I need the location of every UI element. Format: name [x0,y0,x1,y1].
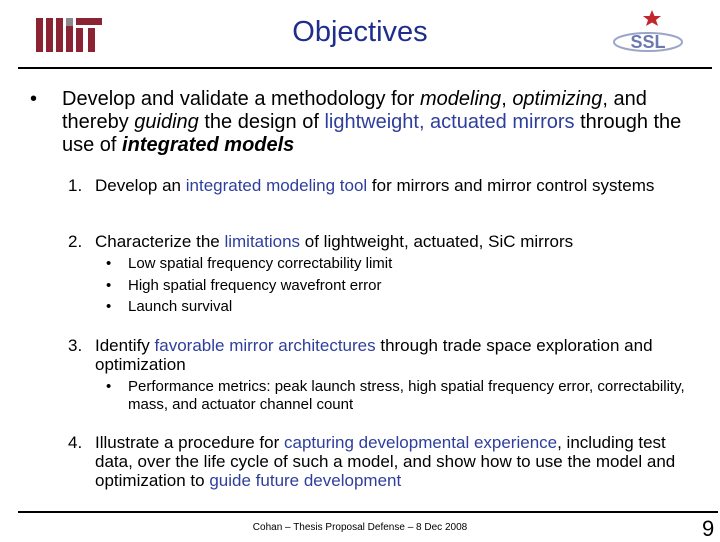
emphasis-text: capturing developmental experience [283,433,558,452]
emphasis-text: limitations [224,232,301,251]
text-segment: Develop and validate a methodology for [62,88,421,110]
text-segment: the design of [198,111,325,133]
item-number: 4. [68,433,83,452]
emphasis-text: lightweight, actuated mirrors [324,111,575,133]
text-segment: through the use of [62,111,682,156]
main-objective-text [62,88,682,157]
sub-item: Performance metrics: peak launch stress, high spatial frequency error, correctability, mass, and actuator channel count [128,378,685,413]
item-number: 2. [68,232,83,251]
sub-bullet-marker: • [106,378,112,395]
sub-item: Low spatial frequency correctability limit [128,255,393,272]
item-number: 3. [68,336,83,355]
emphasis-text: integrated models [122,134,295,156]
text-segment: through trade space exploration and optimization [95,336,653,374]
page-title: Objectives [292,16,428,48]
ssl-logo [612,8,684,60]
page-number: 9 [702,516,715,541]
emphasis-text: modeling [420,88,502,110]
objective-item [95,336,705,374]
emphasis-text: optimizing [512,88,603,110]
footer-text: Cohan – Thesis Proposal Defense – 8 Dec 2008 [252,522,468,533]
sub-bullet-marker: • [106,298,112,315]
objective-item [95,232,705,251]
emphasis-text: guide future development [209,471,402,490]
text-segment: , and thereby [62,88,647,133]
sub-item: Launch survival [128,298,233,315]
text-segment: , including test data, over the life cycle of such a model, and show how to use the model and optimization to [95,433,676,490]
footer-divider [18,511,718,513]
text-segment: Develop an [95,176,186,195]
text-segment: for mirrors and mirror control systems [367,176,655,195]
objective-item [95,433,700,490]
text-segment: Illustrate a procedure for [95,433,284,452]
header-divider [18,67,712,69]
emphasis-text: integrated modeling tool [185,176,368,195]
emphasis-text: favorable mirror architectures [154,336,376,355]
text-segment: of lightweight, actuated, SiC mirrors [300,232,574,251]
sub-item: High spatial frequency wavefront error [128,277,382,294]
objective-item [95,176,705,195]
text-segment: Characterize the [95,232,225,251]
bullet-marker: • [30,88,38,110]
text-segment: Identify [95,336,155,355]
svg-text:SSL: SSL [630,32,666,52]
text-segment: , [501,88,513,110]
sub-bullet-marker: • [106,255,112,272]
item-number: 1. [68,176,83,195]
emphasis-text: guiding [134,111,199,133]
sub-bullet-marker: • [106,277,112,294]
